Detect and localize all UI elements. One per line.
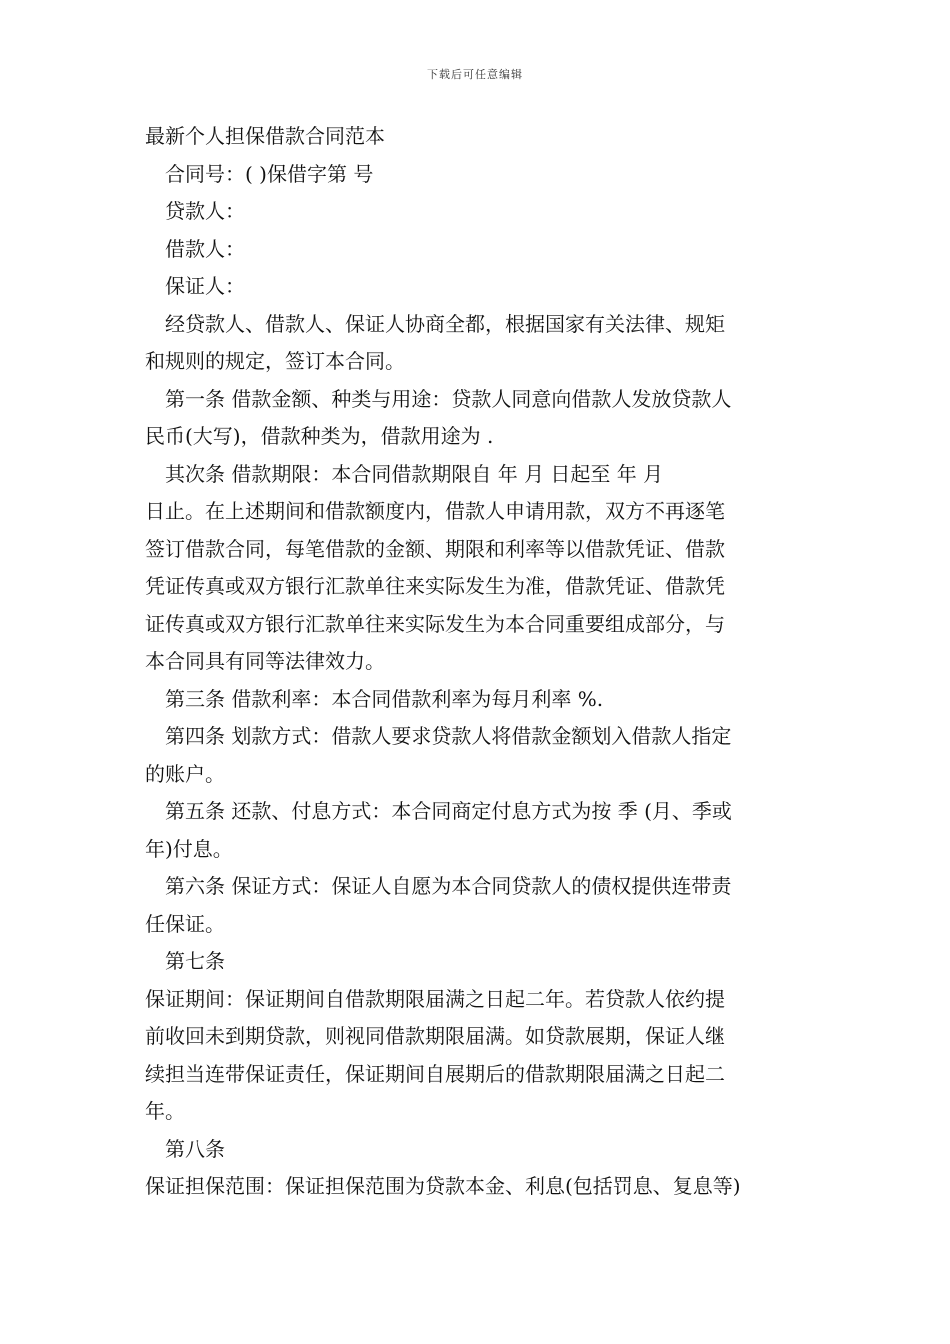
document-line: 凭证传真或双方银行汇款单往来实际发生为准，借款凭证、借款凭 — [145, 574, 725, 598]
document-line: 借款人： — [165, 236, 245, 261]
document-line: 任保证。 — [145, 911, 225, 936]
document-line: 民币(大写)，借款种类为，借款用途为 . — [145, 424, 494, 448]
document-line: 和规则的规定，签订本合同。 — [145, 349, 405, 373]
document-line: 保证期间：保证期间自借款期限届满之日起二年。若贷款人依约提 — [145, 986, 725, 1011]
document-line: 其次条 借款期限：本合同借款期限自 年 月 日起至 年 月 — [165, 461, 664, 486]
document-line: 前收回未到期贷款，则视同借款期限届满。如贷款展期，保证人继 — [145, 1024, 725, 1048]
document-body — [145, 118, 807, 1206]
document-line: 第一条 借款金额、种类与用途：贷款人同意向借款人发放贷款人 — [165, 386, 732, 411]
document-line: 第三条 借款利率：本合同借款利率为每月利率 %. — [165, 686, 604, 711]
document-line: 第七条 — [165, 949, 225, 973]
document-line: 合同号：( )保借字第 号 — [165, 161, 374, 186]
document-line: 本合同具有同等法律效力。 — [145, 649, 385, 673]
document-line: 经贷款人、借款人、保证人协商全都，根据国家有关法律、规矩 — [165, 311, 725, 336]
document-line: 第六条 保证方式：保证人自愿为本合同贷款人的债权提供连带责 — [165, 874, 732, 898]
document-line: 的账户。 — [145, 761, 225, 786]
document-line: 日止。在上述期间和借款额度内，借款人申请用款，双方不再逐笔 — [145, 499, 725, 523]
document-line: 第五条 还款、付息方式：本合同商定付息方式为按 季 (月、季或 — [165, 799, 732, 823]
document-line: 第四条 划款方式：借款人要求贷款人将借款金额划入借款人指定 — [165, 724, 732, 748]
document-line: 年。 — [145, 1099, 185, 1123]
document-line: 续担当连带保证责任，保证期间自展期后的借款期限届满之日起二 — [145, 1061, 725, 1086]
document-line: 第八条 — [165, 1136, 225, 1161]
document-line: 证传真或双方银行汇款单往来实际发生为本合同重要组成部分，与 — [145, 611, 725, 636]
page-header-note: 下载后可任意编辑 — [427, 68, 523, 81]
document-line: 签订借款合同，每笔借款的金额、期限和利率等以借款凭证、借款 — [145, 536, 725, 561]
document-title: 最新个人担保借款合同范本 — [145, 124, 385, 148]
document-line: 贷款人： — [165, 199, 245, 223]
document-line: 保证人： — [165, 274, 245, 298]
document-line: 保证担保范围：保证担保范围为贷款本金、利息(包括罚息、复息等) — [145, 1174, 741, 1198]
document-line: 年)付息。 — [145, 836, 233, 861]
